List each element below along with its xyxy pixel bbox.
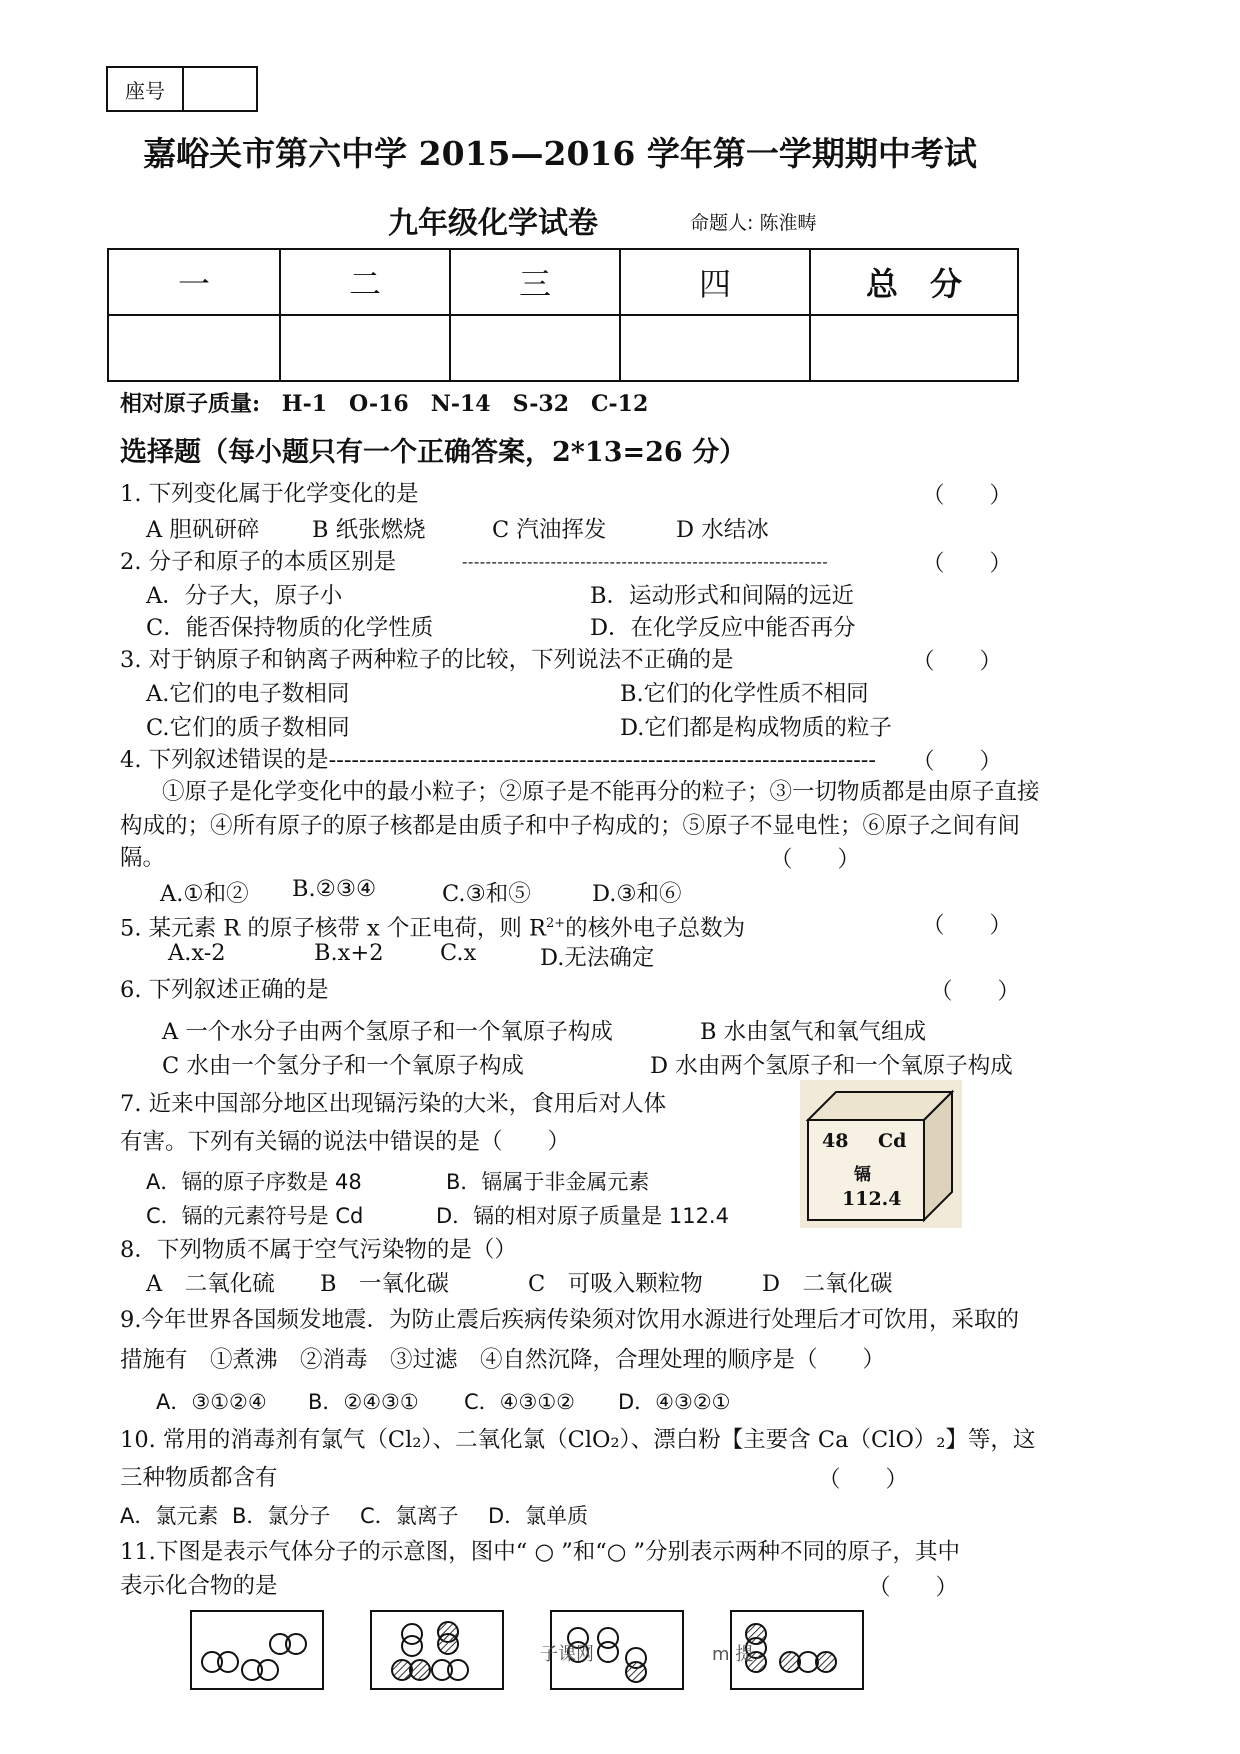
q8-option-a[interactable]: A 二氧化硫 (146, 1271, 275, 1297)
q10-answer-blank[interactable]: （ ） (818, 1467, 909, 1493)
q3-answer-blank[interactable]: （ ） (912, 649, 1003, 675)
q5-stem-b: 的核外电子总数为 (565, 915, 746, 942)
q4-answer-blank[interactable]: （ ） (912, 749, 1003, 775)
q1-option-b[interactable]: B 纸张燃烧 (312, 517, 426, 543)
q7-option-a[interactable]: A．镉的原子序数是 48 (146, 1170, 362, 1194)
section-title: 选择题（每小题只有一个正确答案，2*13=26 分） (120, 437, 747, 468)
q10-stem-2: 三种物质都含有 (120, 1465, 278, 1491)
q3-option-a[interactable]: A.它们的电子数相同 (146, 681, 350, 707)
q4-option-c[interactable]: C.③和⑤ (442, 881, 531, 907)
relative-atomic-mass: 相对原子质量: H-1 O-16 N-14 S-32 C-12 (120, 391, 649, 417)
q9-option-c[interactable]: C．④③①② (464, 1390, 575, 1414)
q5-option-a[interactable]: A.x-2 (168, 940, 226, 966)
q2-stem: 2. 分子和原子的本质区别是 (120, 549, 397, 575)
q9-option-a[interactable]: A．③①②④ (156, 1390, 267, 1414)
q5-option-b[interactable]: B.x+2 (314, 940, 384, 966)
q8-option-b[interactable]: B 一氧化碳 (320, 1271, 450, 1297)
score-cell-2[interactable] (280, 315, 450, 381)
seat-label: 座号 (108, 68, 184, 110)
q7-option-d[interactable]: D．镉的相对原子质量是 112.4 (436, 1204, 729, 1228)
molecule-diagram-a[interactable] (190, 1610, 324, 1690)
q2-answer-blank[interactable]: （ ） (922, 551, 1013, 577)
q3-option-c[interactable]: C.它们的质子数相同 (146, 715, 350, 741)
element-atomic-number: 48 (822, 1130, 849, 1152)
q1-option-d[interactable]: D 水结冰 (676, 517, 769, 543)
molecule-b-drawing (372, 1612, 502, 1688)
score-cell-4[interactable] (620, 315, 810, 381)
q4-body-line3: 隔。 (120, 845, 166, 871)
q4-body-line2: 构成的；④所有原子的原子核都是由质子和中子构成的；⑤原子不显电性；⑥原子之间有间 (120, 813, 1021, 839)
q7-stem-2: 有害。下列有关镉的说法中错误的是（ ） (120, 1129, 571, 1155)
score-cell-3[interactable] (450, 315, 620, 381)
q4-stem: 4. 下列叙述错误的是------------------------------------------------------------------------ (120, 747, 877, 773)
exam-subtitle: 九年级化学试卷 (388, 206, 598, 241)
element-atomic-mass: 112.4 (842, 1188, 902, 1210)
watermark-right: m 提 (712, 1644, 754, 1665)
q9-option-d[interactable]: D．④③②① (618, 1390, 731, 1414)
q5-option-c[interactable]: C.x (440, 940, 477, 966)
q8-stem: 8．下列物质不属于空气污染物的是（） (120, 1237, 517, 1263)
q7-stem: 7. 近来中国部分地区出现镉污染的大米，食用后对人体 (120, 1091, 667, 1117)
q2-option-a[interactable]: A．分子大，原子小 (146, 583, 343, 609)
q1-stem: 1. 下列变化属于化学变化的是 (120, 481, 419, 507)
q10-option-c[interactable]: C．氯离子 (360, 1504, 459, 1528)
q5-answer-blank[interactable]: （ ） (922, 913, 1013, 939)
q5-superscript: 2+ (545, 916, 566, 931)
q9-option-b[interactable]: B．②④③① (308, 1390, 419, 1414)
score-table (107, 248, 1019, 382)
score-cell-1[interactable] (108, 315, 280, 381)
q2-option-c[interactable]: C．能否保持物质的化学性质 (146, 615, 434, 641)
q10-stem: 10. 常用的消毒剂有氯气（Cl₂）、二氧化氯（ClO₂）、漂白粉【主要含 Ca（ClO）₂】等，这 (120, 1427, 1036, 1453)
q10-option-b[interactable]: B．氯分子 (232, 1504, 331, 1528)
exam-title: 嘉峪关市第六中学 2015—2016 学年第一学期期中考试 (143, 134, 977, 173)
seat-value[interactable] (184, 68, 256, 110)
q1-answer-blank[interactable]: （ ） (922, 483, 1013, 509)
score-header-row (108, 249, 1018, 315)
molecule-a-drawing (192, 1612, 322, 1688)
q1-option-a[interactable]: A 胆矾研碎 (146, 517, 260, 543)
q4-body-line1: ①原子是化学变化中的最小粒子；②原子是不能再分的粒子；③一切物质都是由原子直接 (162, 779, 1040, 805)
score-header-4: 四 (620, 249, 810, 315)
score-cell-total[interactable] (810, 315, 1018, 381)
q11-answer-blank[interactable]: （ ） (868, 1575, 959, 1601)
element-name: 镉 (854, 1165, 871, 1185)
q5-stem-a: 5. 某元素 R 的原子核带 x 个正电荷，则 R (120, 915, 546, 942)
q4-option-d[interactable]: D.③和⑥ (592, 881, 682, 907)
q7-option-c[interactable]: C．镉的元素符号是 Cd (146, 1204, 364, 1228)
q2-dashes: -------------------------------------------------------------- (462, 552, 829, 571)
score-header-1: 一 (108, 249, 280, 315)
score-header-3: 三 (450, 249, 620, 315)
q1-option-c[interactable]: C 汽油挥发 (492, 517, 607, 543)
q3-option-b[interactable]: B.它们的化学性质不相同 (620, 681, 869, 707)
q4-option-a[interactable]: A.①和② (160, 881, 249, 907)
q9-stem: 9.今年世界各国频发地震．为防止震后疾病传染须对饮用水源进行处理后才可饮用，采取的 (120, 1307, 1019, 1333)
q6-option-d[interactable]: D 水由两个氢原子和一个氧原子构成 (650, 1053, 1013, 1079)
element-symbol: Cd (878, 1130, 907, 1152)
q6-option-c[interactable]: C 水由一个氢分子和一个氧原子构成 (162, 1053, 524, 1079)
q5-option-d[interactable]: D.无法确定 (540, 945, 655, 971)
question-setter: 命题人: 陈淮畴 (690, 212, 817, 234)
q6-stem: 6. 下列叙述正确的是 (120, 977, 329, 1003)
q10-option-a[interactable]: A．氯元素 (120, 1504, 219, 1528)
score-header-2: 二 (280, 249, 450, 315)
cadmium-element-cube (800, 1080, 962, 1228)
q3-option-d[interactable]: D.它们都是构成物质的粒子 (620, 715, 892, 741)
q7-option-b[interactable]: B．镉属于非金属元素 (446, 1170, 650, 1194)
q9-stem-2: 措施有 ①煮沸 ②消毒 ③过滤 ④自然沉降，合理处理的顺序是（ ） (120, 1347, 886, 1373)
q2-option-b[interactable]: B．运动形式和间隔的远近 (590, 583, 855, 609)
q11-stem: 11.下图是表示气体分子的示意图，图中“ ○ ”和“○ ”分别表示两种不同的原子，其中 (120, 1539, 961, 1565)
score-value-row (108, 315, 1018, 381)
q2-option-d[interactable]: D．在化学反应中能否再分 (590, 615, 856, 641)
watermark-left: 子课网 (540, 1644, 594, 1665)
q3-stem: 3. 对于钠原子和钠离子两种粒子的比较，下列说法不正确的是 (120, 647, 734, 673)
q6-answer-blank[interactable]: （ ） (930, 979, 1021, 1005)
q11-stem-2: 表示化合物的是 (120, 1573, 278, 1599)
molecule-diagram-b[interactable] (370, 1610, 504, 1690)
score-header-total: 总 分 (810, 249, 1018, 315)
q6-option-b[interactable]: B 水由氢气和氧气组成 (700, 1019, 927, 1045)
q8-option-d[interactable]: D 二氧化碳 (762, 1271, 893, 1297)
q6-option-a[interactable]: A 一个水分子由两个氢原子和一个氧原子构成 (162, 1019, 613, 1045)
q10-option-d[interactable]: D．氯单质 (488, 1504, 589, 1528)
q4-option-b[interactable]: B.②③④ (292, 876, 377, 902)
q8-option-c[interactable]: C 可吸入颗粒物 (528, 1271, 703, 1297)
seat-box (106, 66, 258, 112)
q4-answer-blank-2[interactable]: （ ） (770, 847, 861, 873)
